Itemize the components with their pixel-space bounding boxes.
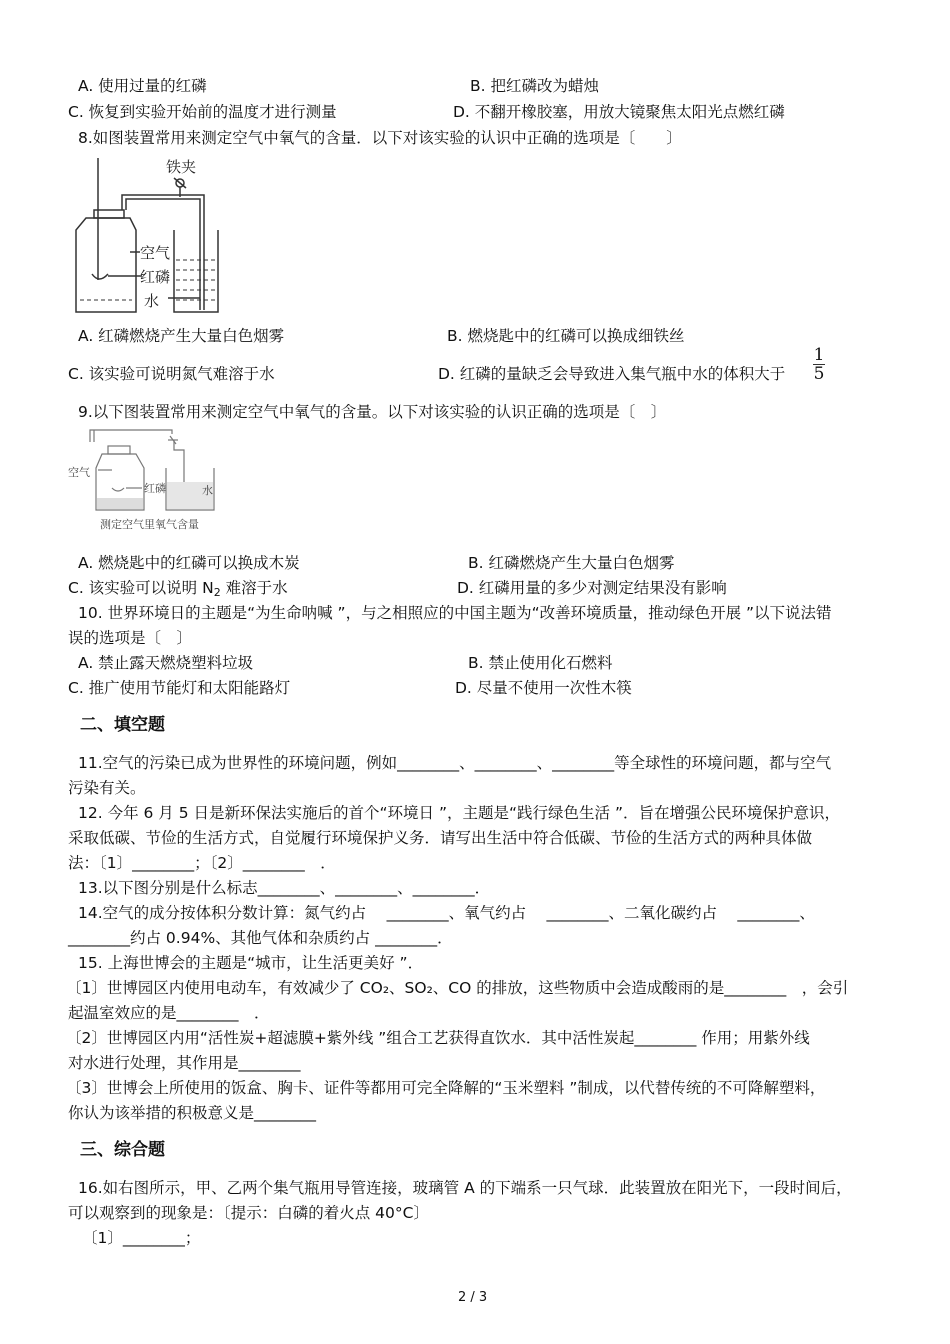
q9-stem: 9.以下图装置常用来测定空气中氧气的含量。以下对该实验的认识正确的选项是〔 〕 [78,403,667,421]
q15-part2-line1: 〔2〕世博园区内用“活性炭+超滤膜+紫外线 ”组合工艺获得直饮水．其中活性炭起________ 作用；用紫外线 [66,1029,810,1047]
q15-part1-line2: 起温室效应的是________ ． [68,1004,270,1022]
q7-option-a: A. 使用过量的红磷 [78,77,207,95]
q13: 13.以下图分别是什么标志________、________、________． [78,879,491,897]
q8-label-water: 水 [144,292,160,310]
q12-line3: 法：〔1〕________；〔2〕________ ． [68,854,336,872]
q11-line1: 11.空气的污染已成为世界性的环境问题，例如________、________、________等全球性的环境问题，都与空气 [78,754,832,772]
q9-option-b: B. 红磷燃烧产生大量白色烟雾 [468,554,675,572]
q10-option-b: B. 禁止使用化石燃料 [468,654,613,672]
q14-line2: ________约占 0.94%、其他气体和杂质约占 ________． [68,929,453,947]
q7-option-c: C. 恢复到实验开始前的温度才进行测量 [68,103,337,121]
q16-line2: 可以观察到的现象是：〔提示：白磷的着火点 40°C〕 [68,1204,429,1222]
q14-line1: 14.空气的成分按体积分数计算：氮气约占 ________、氧气约占 ________、二氧化碳约占 ________、 [78,904,815,922]
q7-option-b: B. 把红磷改为蜡烛 [470,77,599,95]
q12-line1: 12. 今年 6 月 5 日是新环保法实施后的首个“环境日 ”，主题是“践行绿色生活 ”．旨在增强公民环境保护意识， [78,804,840,822]
q11-line2: 污染有关。 [68,779,146,797]
q9-option-c-post: 难溶于水 [220,579,288,597]
q7-option-d: D. 不翻开橡胶塞，用放大镜聚焦太阳光点燃红磷 [453,103,785,121]
q10-line1: 10. 世界环境日的主题是“为生命呐喊 ”，与之相照应的中国主题为“改善环境质量，推动绿色开展 ”以下说法错 [78,604,832,622]
q8-label-air: 空气 [140,244,171,262]
q16-line1: 16.如右图所示，甲、乙两个集气瓶用导管连接，玻璃管 A 的下端系一只气球．此装置放在阳光下，一段时间后， [78,1179,852,1197]
q12-line2: 采取低碳、节俭的生活方式，自觉履行环境保护义务．请写出生活中符合低碳、节俭的生活方式的两种具体做 [68,829,813,847]
q9-option-c-sub: 2 [213,586,221,599]
q15-stem: 15. 上海世博会的主题是“城市，让生活更美好 ”． [78,954,424,972]
page-number: 2 / 3 [458,1290,488,1305]
q16-line3: 〔1〕________； [82,1229,201,1247]
q15-part3-line2: 你认为该举措的积极意义是________ [68,1104,317,1122]
q9-option-c [68,578,288,603]
q10-option-a: A. 禁止露天燃烧塑料垃圾 [78,654,254,672]
q8-stem: 8.如图装置常用来测定空气中氧气的含量．以下对该实验的认识中正确的选项是〔 〕 [78,129,682,147]
q15-part2-line2: 对水进行处理，其作用是________ [68,1054,301,1072]
q15-part1-line1: 〔1〕世博园区内使用电动车，有效减少了 CO₂、SO₂、CO 的排放，这些物质中会造成酸雨的是________ ，会引 [66,979,849,997]
q9-label-phosphorus: 红磷 [144,482,166,495]
q9-option-c-pre: C. 该实验可以说明 N [68,579,214,597]
q15-part3-line1: 〔3〕世博会上所使用的饭盒、胸卡、证件等都用可完全降解的“玉米塑料 ”制成，以代替传统的不可降解塑料， [66,1079,826,1097]
q8-label-phosphorus: 红磷 [140,268,171,286]
q9-label-air: 空气 [68,466,90,479]
q10-option-c: C. 推广使用节能灯和太阳能路灯 [68,679,291,697]
q9-label-water: 水 [202,484,213,497]
section-heading-comprehensive: 三、综合题 [80,1140,165,1160]
q9-caption: 测定空气里氧气含量 [100,518,199,531]
q9-apparatus-figure [62,424,232,534]
q9-option-a: A. 燃烧匙中的红磷可以换成木炭 [78,554,300,572]
q9-option-d: D. 红磷用量的多少对测定结果没有影响 [457,579,727,597]
q8-fraction [812,347,826,382]
q10-line2: 误的选项是〔 〕 [68,629,193,647]
q8-option-d: D. 红磷的量缺乏会导致进入集气瓶中水的体积大于 [438,365,786,383]
q8-option-b: B. 燃烧匙中的红磷可以换成细铁丝 [447,327,685,345]
section-heading-fill-in: 二、填空题 [80,715,165,735]
q8-option-c: C. 该实验可说明氮气难溶于水 [68,365,275,383]
q8-fraction-num: 1 [813,345,825,365]
q8-option-a: A. 红磷燃烧产生大量白色烟雾 [78,327,285,345]
q10-option-d: D. 尽量不使用一次性木筷 [455,679,632,697]
q8-fraction-den: 5 [813,364,825,384]
q8-label-clamp: 铁夹 [166,158,197,176]
q8-apparatus-figure [68,150,268,320]
